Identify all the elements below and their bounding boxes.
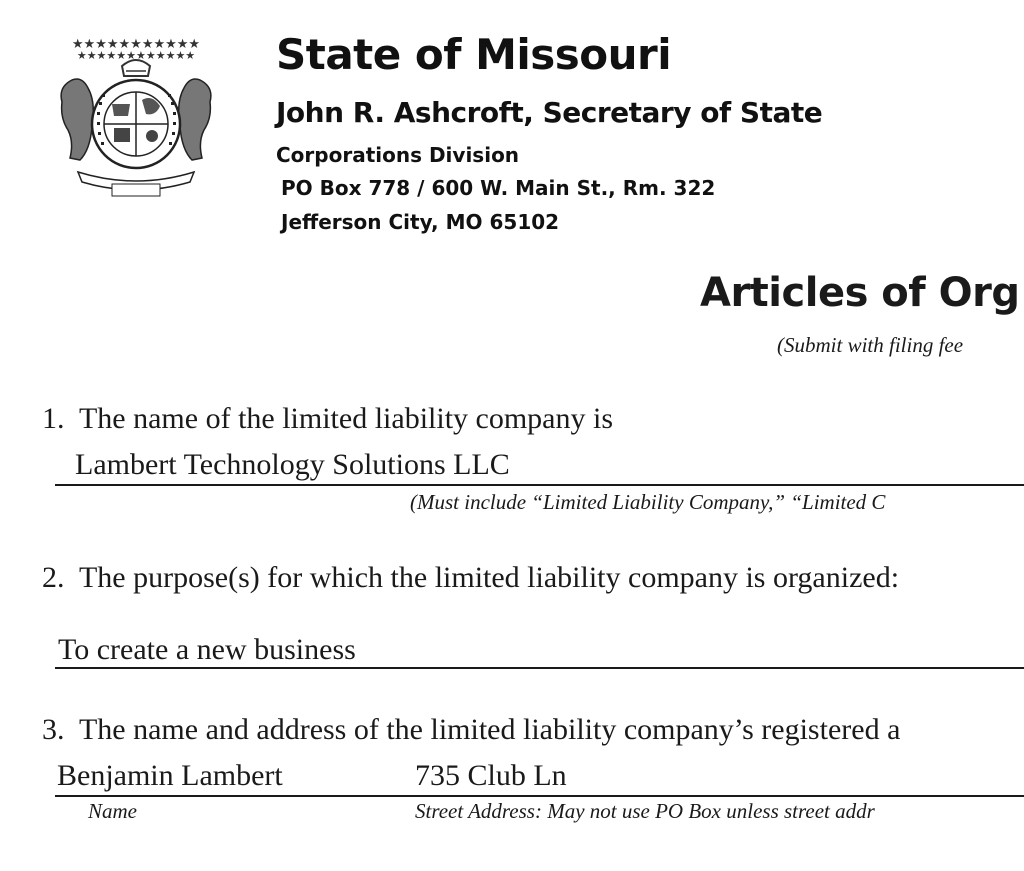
item-2-question [42,561,899,595]
item-1-hint: (Must include “Limited Liability Company,” “Limited C [410,490,886,514]
purpose-field[interactable]: To create a new business [58,633,356,666]
question-text: The name of the limited liability company is [78,402,614,435]
address-line-2: Jefferson City, MO 65102 [281,210,560,234]
form-subtitle: (Submit with filing fee [777,333,964,357]
agent-street-field[interactable]: 735 Club Ln [415,759,567,792]
question-text: The purpose(s) for which the limited liability company is organized: [78,561,900,594]
answer-underline [55,484,1024,486]
agent-name-field[interactable]: Benjamin Lambert [57,759,283,792]
item-number: 3. [42,713,65,746]
secretary-of-state: John R. Ashcroft, Secretary of State [276,96,823,129]
agent-street-hint: Street Address: May not use PO Box unless street addr [415,799,875,823]
item-number: 1. [42,402,65,435]
answer-underline [55,795,1024,797]
question-text: The name and address of the limited liability company’s registered a [78,713,901,746]
item-3-question [42,713,900,747]
svg-text:★★★★★★★★★★★: ★★★★★★★★★★★ [71,37,201,52]
item-1-question [42,402,613,436]
agent-name-hint: Name [88,799,137,823]
address-line-1: PO Box 778 / 600 W. Main St., Rm. 322 [281,176,716,200]
answer-underline [55,667,1024,669]
division-name: Corporations Division [276,143,520,167]
form-title: Articles of Org [700,270,1020,316]
company-name-field[interactable]: Lambert Technology Solutions LLC [75,448,510,481]
item-number: 2. [42,561,65,594]
state-title: State of Missouri [276,30,672,79]
svg-text:★★★★★★★★★★★★: ★★★★★★★★★★★★ [76,49,196,62]
missouri-state-seal-icon [52,32,220,200]
